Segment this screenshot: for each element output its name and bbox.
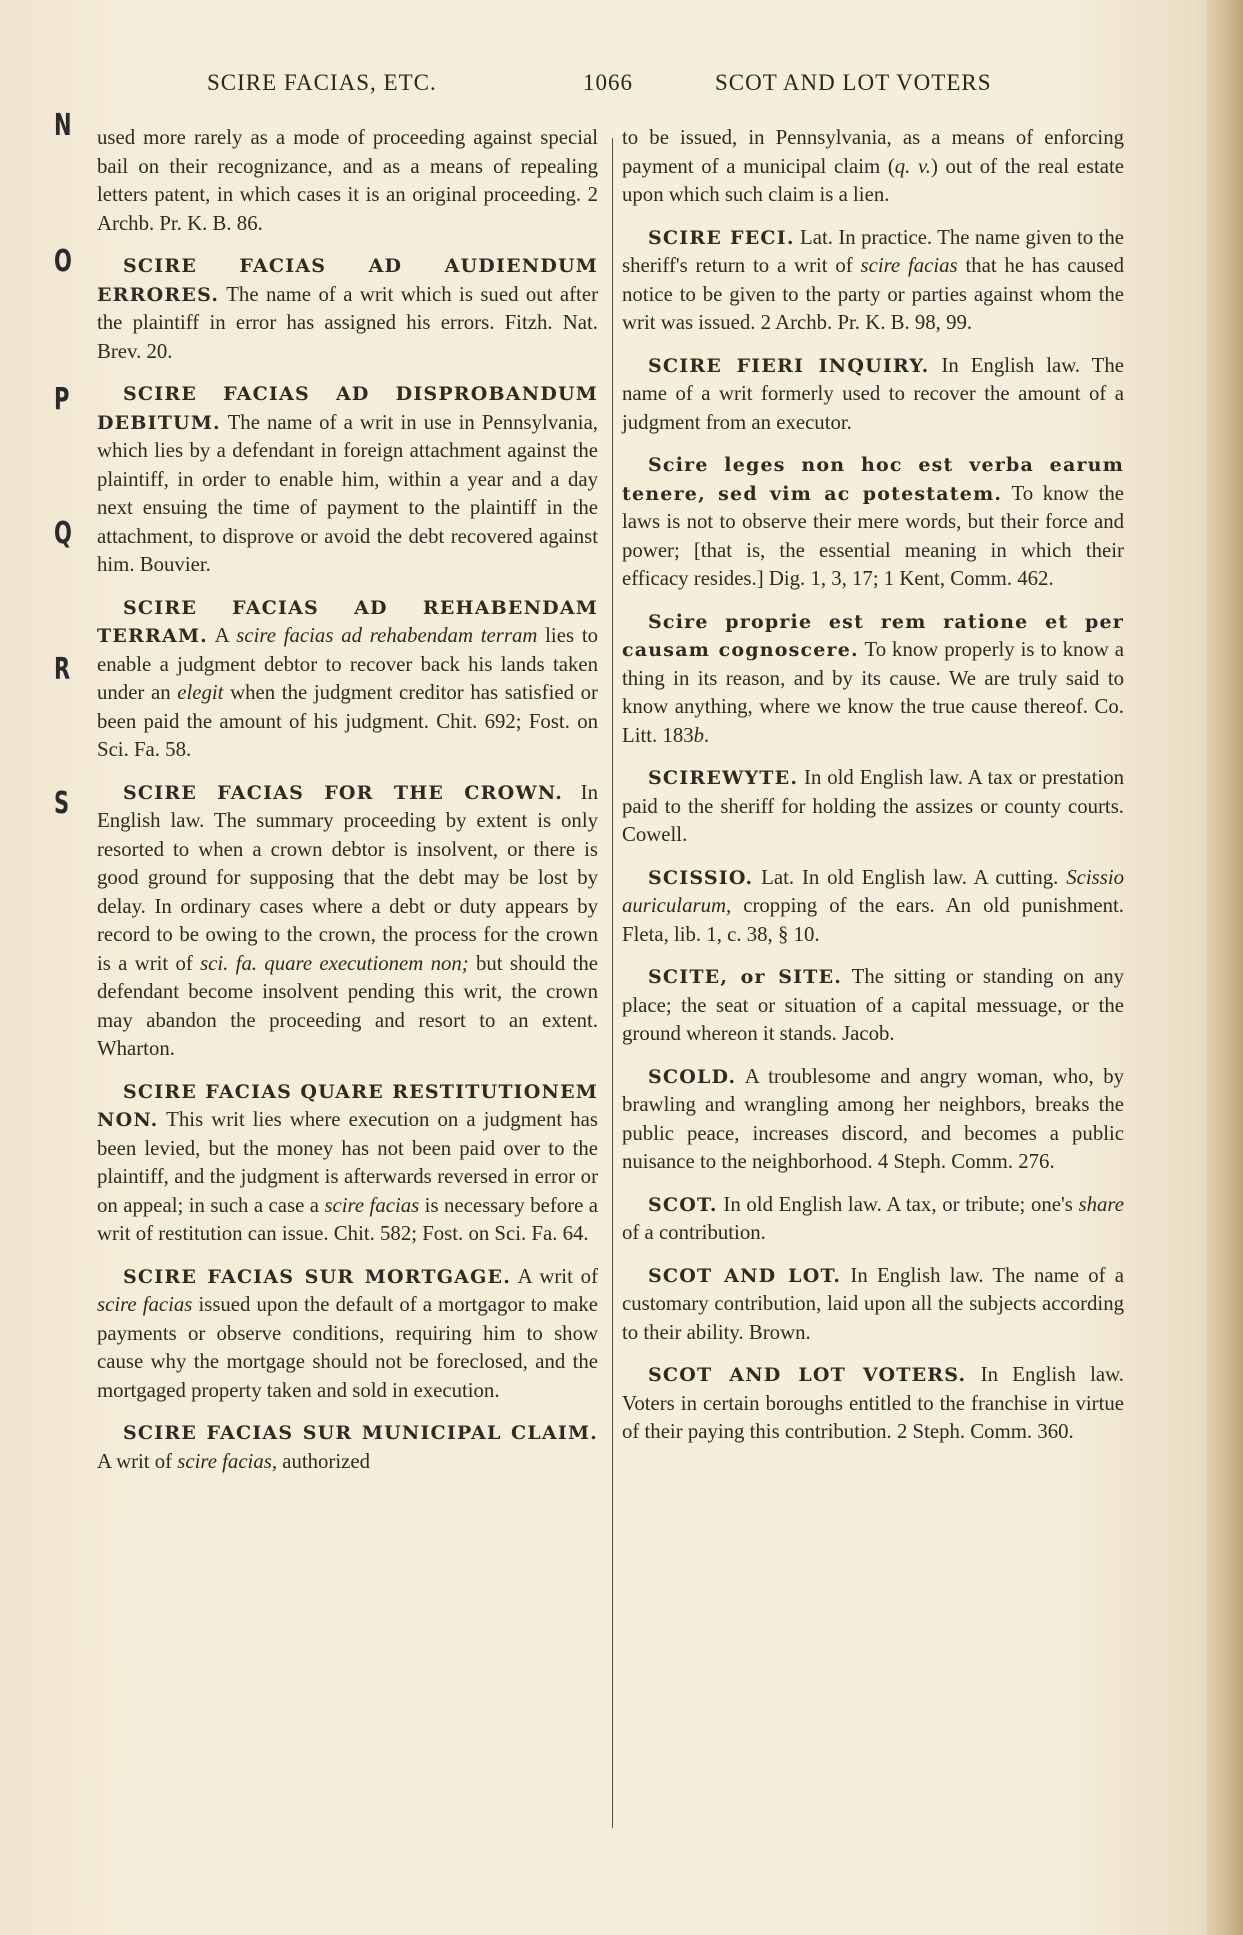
- entry-scire-fieri-inquiry: [622, 352, 1124, 438]
- entry-headword: SCIRE FECI.: [648, 226, 795, 249]
- entry-text: when the judgment creditor has satisfied or been paid the amount of his judgment. Chit. 692; Fost. on Sci. Fa. 58.: [97, 681, 598, 761]
- entry-scire-feci: [622, 224, 1124, 338]
- thumb-index-r[interactable]: R: [54, 652, 71, 687]
- entry-text: A troublesome and angry woman, who, by brawling and wrangling among her neighbors, breaks the public peace, increases discord, and becomes a public nuisance to the neighborhood. 4 Steph. Comm. 276.: [622, 1064, 1124, 1173]
- entry-headword: SCIRE FACIAS QUARE RESTITUTIONEM NON.: [97, 1080, 598, 1131]
- entry-headword: SCIRE FACIAS SUR MORTGAGE.: [123, 1265, 512, 1288]
- entry-scot: [622, 1191, 1124, 1248]
- entry-text: In English law. The name of a writ formerly used to recover the amount of a judgment from an executor.: [622, 353, 1124, 434]
- entry-text: To know properly is to know a thing in its reason, and by its cause. We are truly said to know anything, where we know the true cause thereof. Co. Litt. 183: [622, 638, 1124, 747]
- entry-italic-term: scire facias,: [177, 1449, 278, 1473]
- header-right-guideword: SCOT AND LOT VOTERS: [715, 70, 992, 95]
- entry-italic-term: scire facias ad rehabendam terram: [236, 624, 538, 647]
- entry-italic-term: q. v.: [894, 154, 931, 178]
- entry-text: A: [208, 624, 237, 647]
- entry-text: Lat. In practice. The name given to the sheriff's return to a writ of: [622, 225, 1124, 277]
- entry-text: is necessary before a writ of restitution can issue. Chit. 582; Fost. on Sci. Fa. 64.: [97, 1193, 599, 1245]
- entry-scot-and-lot-voters: [622, 1361, 1124, 1447]
- entry-italic-term: scire facias: [860, 254, 958, 277]
- entry-scissio: [622, 864, 1124, 950]
- entry-headword: SCOT.: [648, 1193, 718, 1216]
- entry-italic-term: elegit: [177, 681, 224, 704]
- entry-italic-term: scire facias: [324, 1193, 420, 1217]
- entry-italic-term: share: [1078, 1192, 1124, 1216]
- entry-quare-restitutionem-non: [97, 1078, 598, 1249]
- entry-text: lies to enable a judgment debtor to recover back his lands taken under an: [97, 624, 598, 704]
- entry-text: .: [704, 723, 710, 747]
- thumb-index-p[interactable]: P: [54, 382, 70, 417]
- entry-text: The name of a writ which is sued out after the plaintiff in error has assigned his errors. Fitzh. Nat. Brev. 20.: [97, 282, 598, 363]
- entry-disprobandum-debitum: [97, 380, 598, 580]
- page-edge: [1207, 0, 1243, 1935]
- entry-text: The sitting or standing on any place; the seat or situation of a capital messuage, or the ground whereon it stands. Jacob.: [622, 965, 1124, 1045]
- column-divider: [612, 138, 613, 1828]
- entry-text: In English law. The summary proceeding by extent is only resorted to when a crown debtor is insolvent, or there is good ground for supposing that the debt may be lost by delay. In ordinary cases where a debt or duty appears by record to be owing to the crown, the process for the crown is a writ of: [97, 780, 598, 975]
- entry-text: but should the defendant become insolvent pending this writ, the crown may abandon the proceeding and resort to an extent. Wharton.: [97, 951, 599, 1060]
- entry-audiendum-errores: [97, 252, 598, 366]
- entry-headword: SCIRE FACIAS AD REHABENDAM TERRAM.: [97, 596, 598, 647]
- entry-italic-term: scire facias: [97, 1293, 193, 1316]
- entry-text: A writ of: [511, 1264, 598, 1288]
- right-column: [622, 124, 1124, 1461]
- left-column: [97, 124, 598, 1490]
- continued-entry: [622, 124, 1124, 210]
- page-number: 1066: [583, 70, 633, 95]
- entry-text: The name of a writ in use in Pennsylvania, which lies by a defendant in foreign attachment against the plaintiff, in order to enable him, within a year and a day next ensuing the time of payment to the plaintiff in the attachment, to disprove or avoid the debt recovered against him. Bouvier.: [97, 410, 598, 576]
- entry-text: used more rarely as a mode of proceeding against special bail on their recognizance, and as a means of repealing letters patent, in which cases it is an original proceeding. 2 Archb. Pr. K. B. 86.: [97, 126, 598, 235]
- entry-headword: SCIRE FACIAS SUR MUNICIPAL CLAIM.: [123, 1422, 598, 1444]
- entry-for-the-crown: [97, 779, 598, 1064]
- running-header: [150, 70, 1050, 100]
- thumb-index-q[interactable]: Q: [54, 516, 72, 551]
- entry-scire-leges-maxim: [622, 451, 1124, 594]
- entry-text: authorized: [277, 1449, 370, 1473]
- entry-text: This writ lies where execution on a judgment has been levied, but the money has not been paid over to the plaintiff, and the judgment is afterwards reversed in error or on appeal; in such a case a: [97, 1108, 598, 1217]
- entry-scite: [622, 963, 1124, 1049]
- entry-headword: SCIRE FACIAS FOR THE CROWN.: [123, 781, 564, 804]
- entry-text: Lat. In old English law. A cutting.: [753, 865, 1067, 889]
- entry-text: that he has caused notice to be given to the party or parties against whom the writ was issued. 2 Archb. Pr. K. B. 98, 99.: [622, 254, 1125, 334]
- thumb-index-n[interactable]: N: [54, 108, 72, 143]
- entry-headword: SCISSIO.: [648, 866, 754, 889]
- continued-entry: [97, 124, 598, 238]
- thumb-index-o[interactable]: O: [54, 244, 72, 279]
- entry-text: In English law. The name of a customary contribution, laid upon all the subjects according to their ability. Brown.: [622, 1263, 1124, 1344]
- entry-headword: SCOT AND LOT.: [648, 1264, 842, 1287]
- entry-scold: [622, 1063, 1124, 1177]
- entry-text: ) out of the real estate upon which such claim is a lien.: [622, 154, 1125, 206]
- header-left-guideword: SCIRE FACIAS, ETC.: [207, 70, 437, 95]
- entry-headword: SCOLD.: [648, 1065, 737, 1088]
- entry-text: In old English law. A tax, or tribute; one's: [717, 1192, 1079, 1216]
- entry-text: To know the laws is not to observe their mere words, but their force and power; [that is, the essential meaning in which their efficacy resides.] Dig. 1, 3, 17; 1 Kent, Comm. 462.: [622, 481, 1124, 590]
- thumb-index-s[interactable]: S: [54, 786, 70, 821]
- entry-text: A writ of: [97, 1449, 178, 1473]
- entry-text: issued upon the default of a mortgagor to make payments or observe conditions, requiring him to show cause why the mortgage should not be foreclosed, and the mortgaged property taken and sold in execution.: [97, 1293, 598, 1402]
- entry-text: cropping of the ears. An old punishment. Fleta, lib. 1, c. 38, § 10.: [622, 894, 1124, 946]
- entry-headword: SCIRE FIERI INQUIRY.: [648, 354, 930, 377]
- entry-scot-and-lot: [622, 1262, 1124, 1348]
- entry-sur-municipal-claim: [97, 1419, 598, 1476]
- entry-headword: SCIREWYTE.: [648, 767, 799, 789]
- entry-headword: Scire proprie est rem ratione et per causam cognoscere.: [622, 610, 1124, 661]
- entry-rehabendam-terram: [97, 594, 598, 765]
- entry-text: to be issued, in Pennsylvania, as a means of enforcing payment of a municipal claim (: [622, 126, 1124, 178]
- entry-scire-proprie-maxim: [622, 608, 1124, 751]
- entry-text: of a contribution.: [622, 1221, 766, 1244]
- entry-headword: SCOT AND LOT VOTERS.: [648, 1364, 967, 1386]
- entry-headword: Scire leges non hoc est verba earum tenere, sed vim ac potestatem.: [622, 454, 1124, 505]
- entry-italic-term: b: [693, 723, 705, 747]
- entry-italic-term: sci. fa. quare executionem non;: [200, 951, 469, 975]
- entry-headword: SCIRE FACIAS AD DISPROBANDUM DEBITUM.: [97, 383, 598, 434]
- entry-sur-mortgage: [97, 1263, 598, 1406]
- entry-headword: SCITE, or SITE.: [648, 966, 843, 988]
- entry-headword: SCIRE FACIAS AD AUDIENDUM ERRORES.: [97, 255, 598, 306]
- entry-text: In English law. Voters in certain boroughs entitled to the franchise in virtue of their paying this contribution. 2 Steph. Comm. 360.: [622, 1363, 1124, 1443]
- entry-text: In old English law. A tax or prestation paid to the sheriff for holding the assizes or county courts. Cowell.: [622, 766, 1124, 846]
- entry-italic-term: Scissio auricularum,: [622, 865, 1124, 917]
- entry-scirewyte: [622, 764, 1124, 850]
